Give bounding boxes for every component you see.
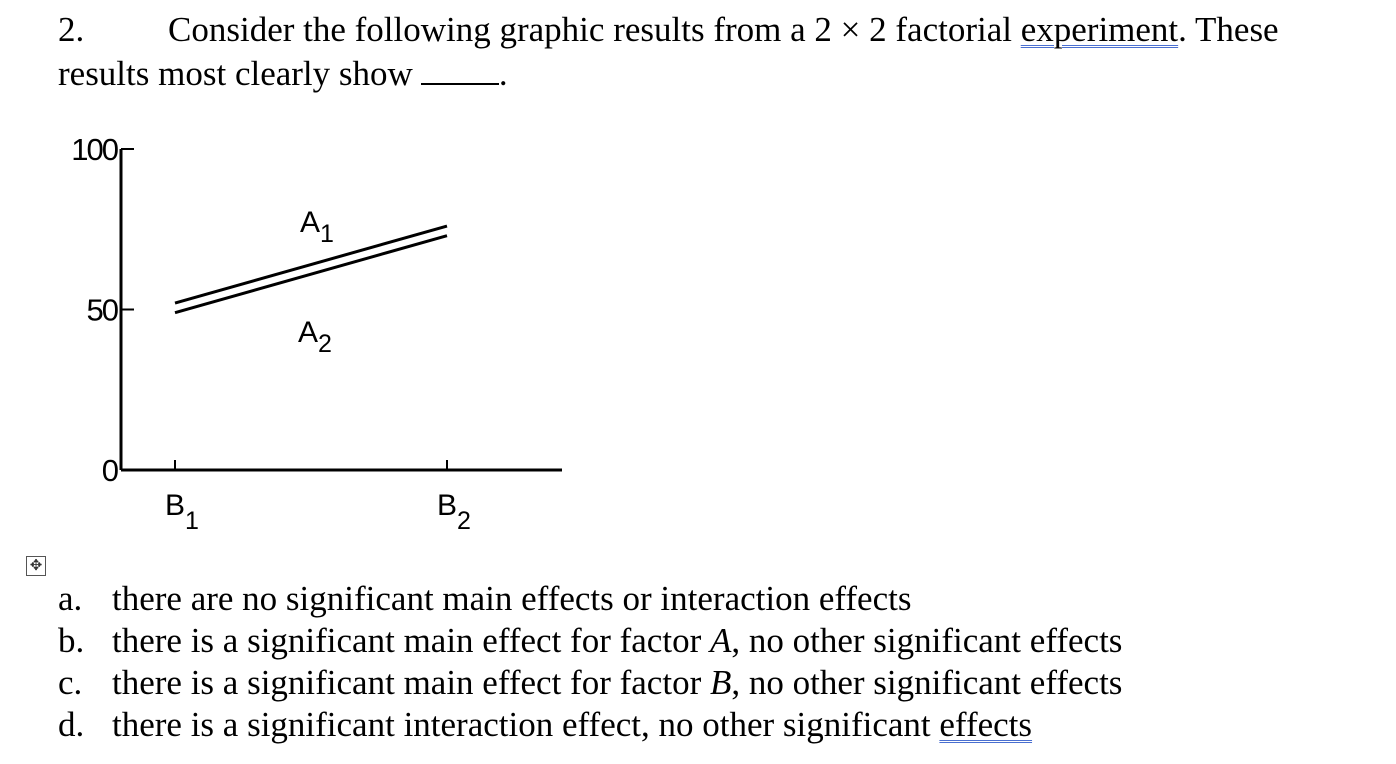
- series-labels: [298, 206, 334, 358]
- factor-name: B: [709, 663, 732, 702]
- option-letter: a.: [58, 579, 83, 618]
- option-text: there is a significant main effect for factor: [112, 621, 710, 660]
- series-label-a1: $A_1$: [300, 206, 334, 248]
- series-line-a2: [175, 236, 447, 313]
- chart-series: [175, 226, 447, 313]
- option-a[interactable]: [58, 578, 1122, 620]
- option-letter: b.: [58, 621, 85, 660]
- factor-name: A: [709, 621, 732, 660]
- y-tick-label: 50: [86, 292, 117, 328]
- answer-blank: [421, 55, 499, 85]
- series-label-a2: $A_2$: [298, 316, 332, 358]
- question-text-line2: results most clearly show: [58, 54, 413, 93]
- interaction-chart: [0, 120, 600, 540]
- answer-options: [58, 578, 1122, 746]
- spellcheck-word-effects[interactable]: effects: [939, 705, 1033, 744]
- y-tick-label: 0: [101, 453, 117, 488]
- option-text: there is a significant interaction effect, no other significant: [112, 705, 940, 744]
- question-block: [58, 8, 1358, 96]
- x-tick-label: $B_1$: [165, 489, 199, 535]
- spellcheck-word-experiment[interactable]: experiment: [1020, 10, 1179, 49]
- option-letter: d.: [58, 705, 85, 744]
- option-d[interactable]: [58, 704, 1122, 746]
- y-ticks: [71, 132, 134, 488]
- option-text: there are no significant main effects or interaction effects: [112, 579, 912, 618]
- option-text: , no other significant effects: [731, 663, 1123, 702]
- question-line-1: [58, 8, 1358, 52]
- option-c[interactable]: [58, 662, 1122, 704]
- question-number: 2.: [58, 10, 85, 49]
- option-letter: c.: [58, 663, 83, 702]
- option-text: , no other significant effects: [731, 621, 1123, 660]
- question-text-start: Consider the following graphic results from a 2 × 2 factorial: [168, 10, 1021, 49]
- option-b[interactable]: [58, 620, 1122, 662]
- question-period: .: [498, 54, 508, 93]
- option-text: there is a significant main effect for factor: [112, 663, 710, 702]
- question-line-2: [58, 52, 1358, 96]
- move-anchor-icon[interactable]: ✥: [26, 556, 46, 576]
- y-tick-label: 100: [71, 132, 117, 167]
- x-tick-label: $B_2$: [437, 489, 471, 535]
- question-text-end: . These: [1178, 10, 1279, 49]
